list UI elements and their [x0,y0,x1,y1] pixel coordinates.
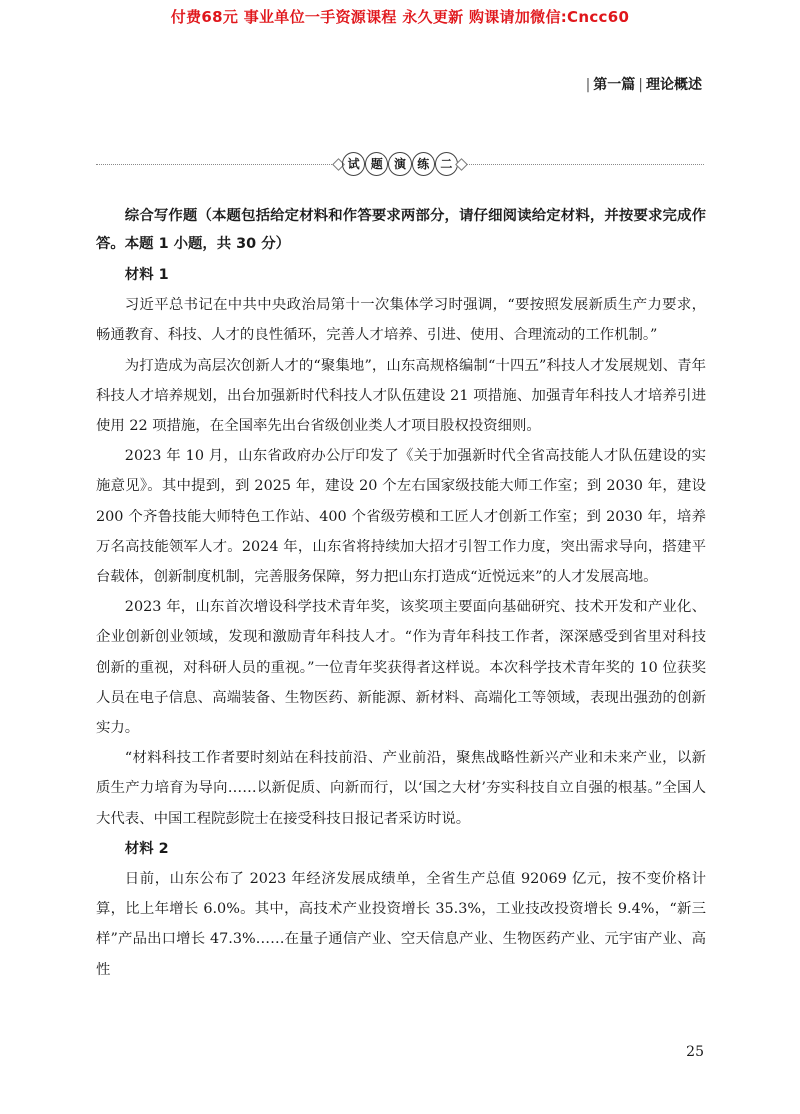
section-char: 练 [412,152,435,176]
material-1-paragraph: 为打造成为高层次创新人才的“聚集地”，山东高规格编制“十四五”科技人才发展规划、青年科技人才培养规划，出台加强新时代科技人才队伍建设 21 项措施、加强青年科技人才培养引进使用 22 项措施，在全国率先出台省级创业类人才项目股权投资细则。 [96,357,706,435]
material-1-paragraph: 2023 年 10 月，山东省政府办公厅印发了《关于加强新时代全省高技能人才队伍建设的实施意见》。其中提到，到 2025 年，建设 20 个左右国家级技能大师工作室；到 2030 年，建设 200 个齐鲁技能大师特色工作站、400 个省级劳模和工匠人才创新工作室；到 2030 年，培养万名高技能领军人才。2024 年，山东省将持续加大招才引智工作力度，突出需求导向，搭建平台载体，创新制度机制，完善服务保障，努力把山东打造成“近悦远来”的人才发展高地。 [96,448,706,586]
section-char: 试 [342,152,365,176]
section-title [96,150,704,178]
question-intro: 综合写作题（本题包括给定材料和作答要求两部分，请仔细阅读给定材料，并按要求完成作答。本题 1 小题，共 30 分） [96,208,706,252]
material-1-paragraph: “材料科技工作者要时刻站在科技前沿、产业前沿，聚焦战略性新兴产业和未来产业，以新质生产力培育为导向……以新促质、向新而行，以‘国之大材’夯实科技自立自强的根基。”全国人大代表、中国工程院彭院士在接受科技日报记者采访时说。 [96,750,706,827]
material-1-paragraph: 习近平总书记在中共中央政治局第十一次集体学习时强调，“要按照发展新质生产力要求，畅通教育、科技、人才的良性循环，完善人才培养、引进、使用、合理流动的工作机制。” [96,297,706,344]
section-char: 演 [388,152,411,176]
material-2-paragraph: 日前，山东公布了 2023 年经济发展成绩单，全省生产总值 92069 亿元，按不变价格计算，比上年增长 6.0%。其中，高技术产业投资增长 35.3%，工业技改投资增长 9.4%，“新三样”产品出口增长 47.3%……在量子通信产业、空天信息产业、生物医药产业、元宇宙产业、高性 [96,871,706,978]
promo-banner: 付费68元 事业单位一手资源课程 永久更新 购课请加微信:Cncc60 [170,8,630,26]
material-1-heading: 材料 1 [124,267,169,283]
section-char: 二 [435,152,458,176]
divider: | [585,77,591,93]
document-body [96,202,706,985]
dotted-rule-right [466,164,704,165]
dotted-rule-left [96,164,334,165]
chapter-header [583,74,702,94]
material-2-heading: 材料 2 [124,840,169,857]
page-number: 25 [686,1044,704,1060]
divider: | [638,77,643,93]
section-char: 题 [365,152,388,176]
chapter-title: 理论概述 [646,77,702,93]
chapter-part: 第一篇 [593,77,636,93]
material-1-paragraph: 2023 年，山东首次增设科学技术青年奖，该奖项主要面向基础研究、技术开发和产业化、企业创新创业领域，发现和激励青年科技人才。“作为青年科技工作者，深深感受到省里对科技创新的重视，对科研人员的重视。”一位青年奖获得者这样说。本次科学技术青年奖的 10 位获奖人员在电子信息、高端装备、生物医药、新能源、新材料、高端化工等领域，表现出强劲的创新实力。 [96,599,706,737]
section-title-chars [342,152,458,176]
